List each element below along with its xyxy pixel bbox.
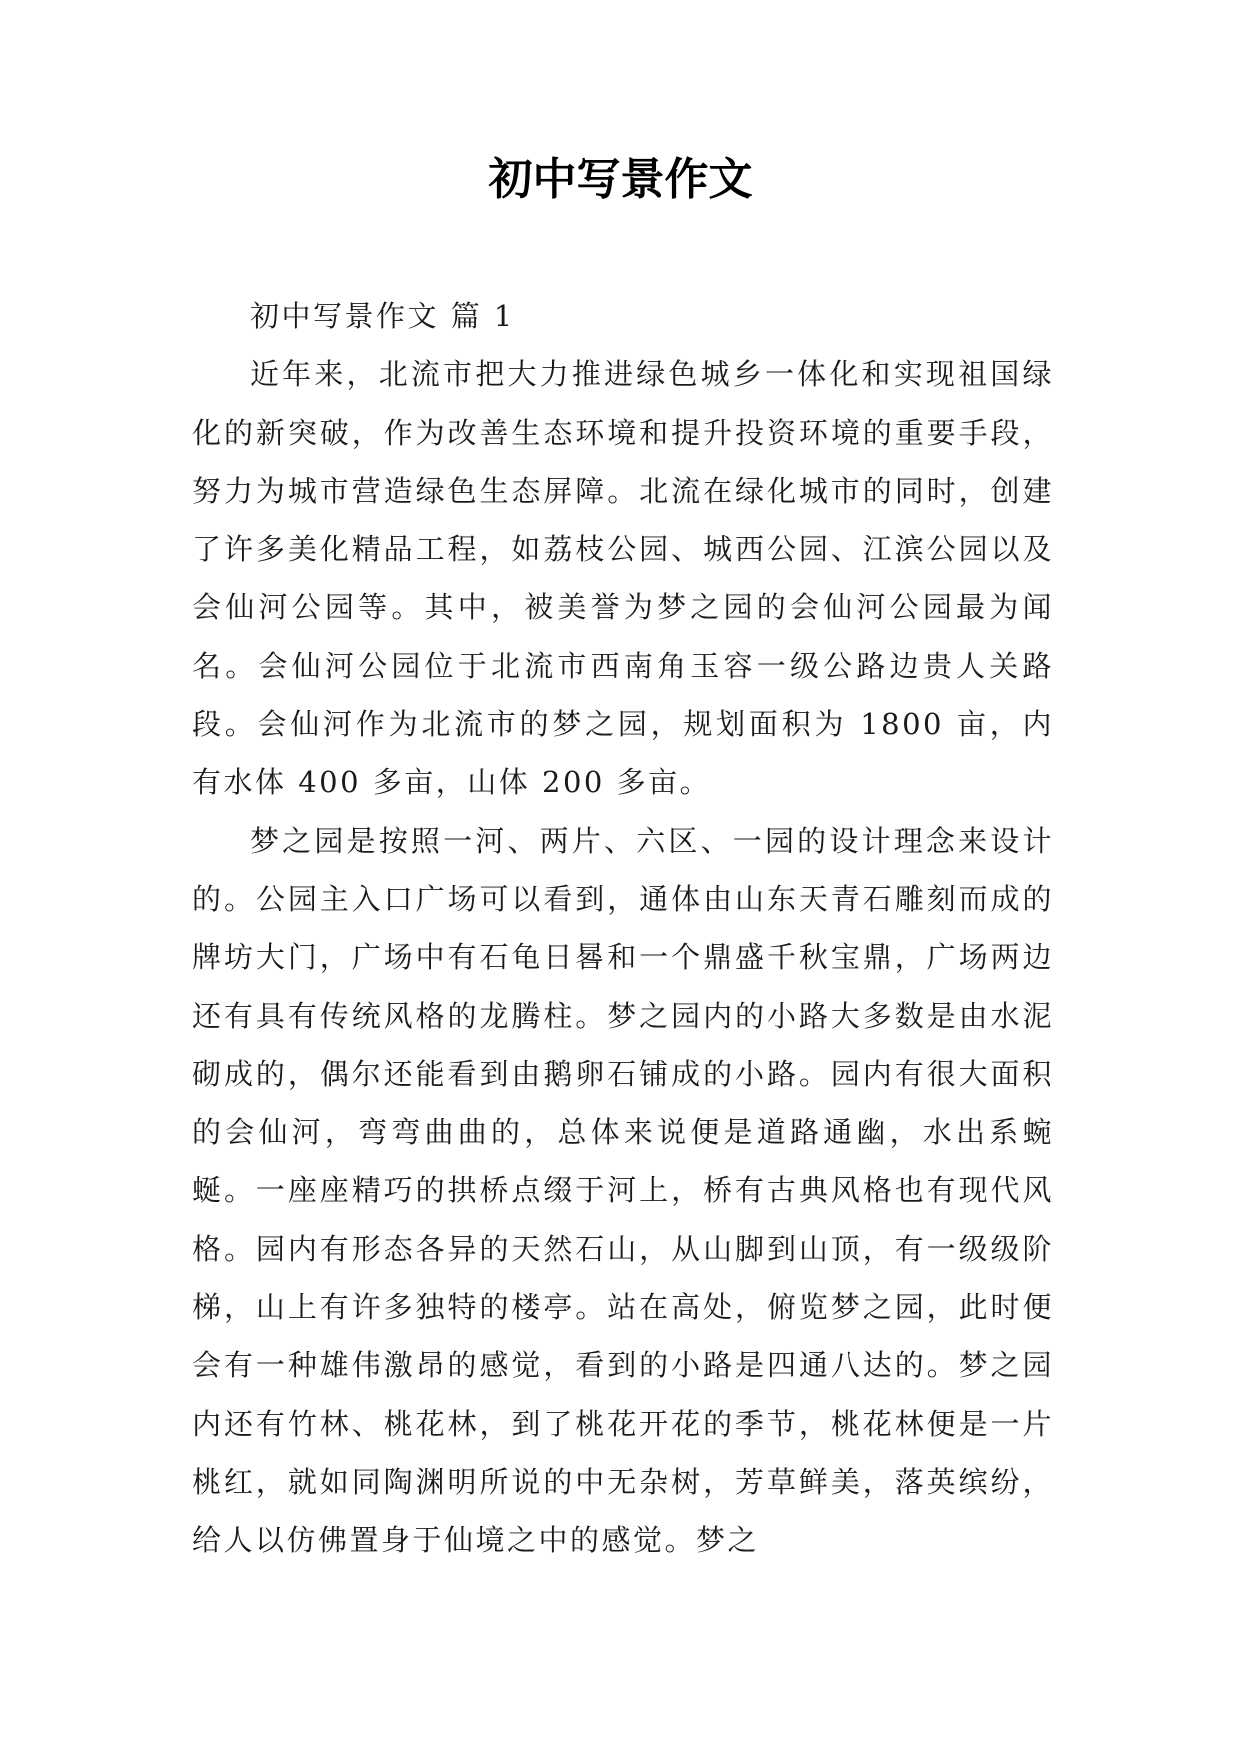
section-heading: 初中写景作文 篇 1 bbox=[250, 299, 515, 333]
paragraph-2: 梦之园是按照一河、两片、六区、一园的设计理念来设计的。公园主入口广场可以看到，通体由山东天青石雕刻而成的牌坊大门，广场中有石龟日晷和一个鼎盛千秋宝鼎，广场两边还有具有传统风格的龙腾柱。梦之园内的小路大多数是由水泥砌成的，偶尔还能看到由鹅卵石铺成的小路。园内有很大面积的会仙河，弯弯曲曲的，总体来说便是道路通幽，水出系蜿蜒。一座座精巧的拱桥点缀于河上，桥有古典风格也有现代风格。园内有形态各异的天然石山，从山脚到山顶，有一级级阶梯，山上有许多独特的楼亭。站在高处，俯览梦之园，此时便会有一种雄伟激昂的感觉，看到的小路是四通八达的。梦之园内还有竹林、桃花林，到了桃花开花的季节，桃花林便是一片桃红，就如同陶渊明所说的中无杂树，芳草鲜美，落英缤纷，给人以仿佛置身于仙境之中的感觉。梦之 bbox=[192, 823, 1054, 1558]
document-body bbox=[192, 287, 1054, 1570]
document-title: 初中写景作文 bbox=[488, 154, 753, 205]
paragraph-1: 近年来，北流市把大力推进绿色城乡一体化和实现祖国绿化的新突破，作为改善生态环境和提升投资环境的重要手段，努力为城市营造绿色生态屏障。北流在绿化城市的同时，创建了许多美化精品工程，如荔枝公园、城西公园、江滨公园以及会仙河公园等。其中，被美誉为梦之园的会仙河公园最为闻名。会仙河公园位于北流市西南角玉容一级公路边贵人关路段。会仙河作为北流市的梦之园，规划面积为 1800 亩，内有水体 400 多亩，山体 200 多亩。 bbox=[192, 357, 1054, 800]
